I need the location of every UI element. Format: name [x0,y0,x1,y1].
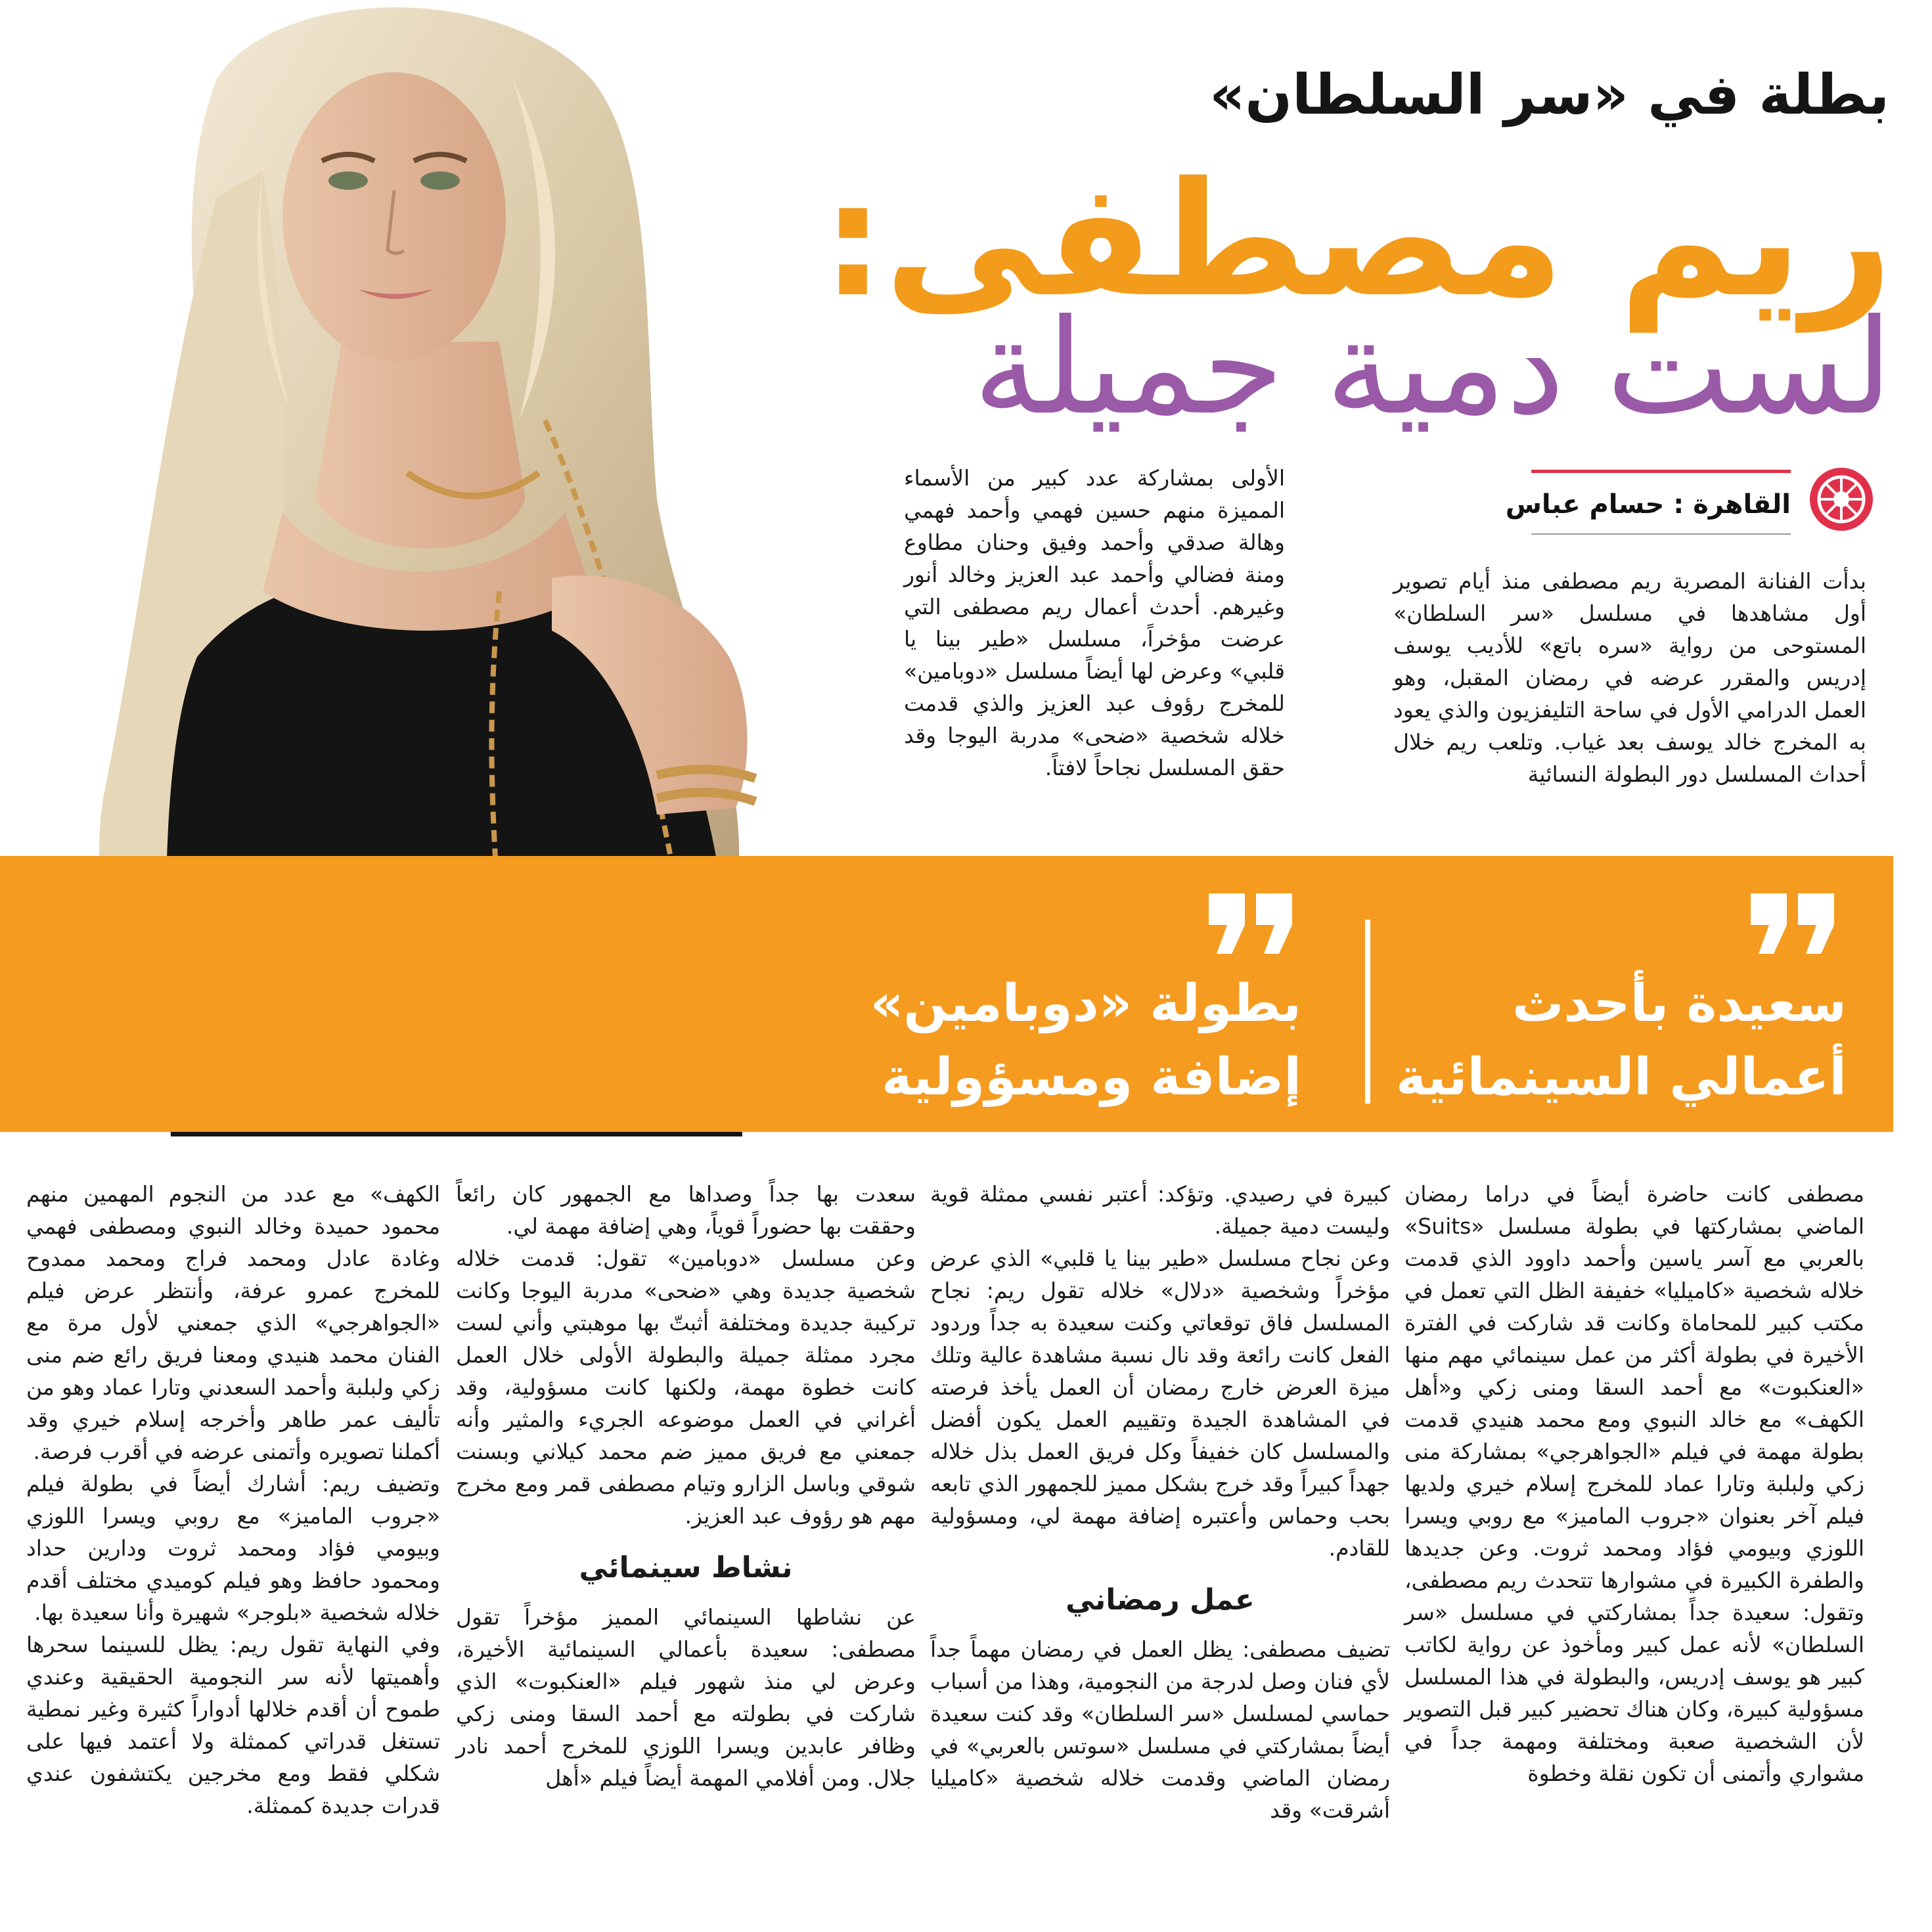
newspaper-emblem-icon [1810,468,1873,531]
quotation-mark-icon [1751,893,1836,954]
column-2 [930,1178,1390,1826]
sub-headline: لست دمية جميلة [973,291,1893,444]
quote-left-line-2: إضافة ومسؤولية [882,1048,1301,1107]
byline-underline [1531,533,1791,535]
quote-right-line-2: أعمالي السينمائية [1395,1048,1847,1107]
column-3-paragraph-2: وعن مسلسل «دوبامين» تقول: قدمت خلاله شخصية جديدة وهي «ضحى» مدربة اليوجا وكانت تركيبة جديدة ومختلفة أثبتّ بها موهبتي وأني لست مجرد ممثلة جميلة والبطولة الأولى خلال العمل كانت خطوة مهمة، ولكنها كانت مسؤولية، وقد أغراني في العمل موضوعه الجريء والمثير وأنه جمعني مع فريق مميز ضم محمد كيلاني وبسنت شوقي وباسل الزارو وتيام مصطفى قمر ومع مخرج مهم هو رؤوف عبد العزيز. [456,1246,916,1529]
column-3-paragraph-3: عن نشاطها السينمائي المميز مؤخراً تقول مصطفى: سعيدة بأعمالي السينمائية الأخيرة، وعرض لي منذ شهور فيلم «العنكبوت» الذي شاركت في بطولته مع أحمد السقا ومنى زكي وظافر عابدين ويسرا اللوزي للمخرج أحمد نادر جلال. ومن أفلامي المهمة أيضاً فيلم «أهل [456,1604,916,1791]
subhead-cinema-activity: نشاط سينمائي [579,1551,793,1584]
byline-author: حسام عباس [1505,489,1665,520]
quotation-mark-icon [1209,893,1294,954]
quote-right-line-1: سعيدة بأحدث [1512,974,1847,1033]
column-4-paragraph-3: وفي النهاية تقول ريم: يظل للسينما سحرها وأهميتها لأنه سر النجومية الحقيقية وعندي طموح أن أقدم خلالها أدواراً كثيرة وغير نمطية تستغل قدراتي كممثلة ولا أعتمد فيها على شكلي فقط ومع مخرجين يكتشفون عندي قدرات جديدة كممثلة. [26,1632,440,1818]
byline-rule [1531,470,1791,473]
column-2-paragraph-1: كبيرة في رصيدي. وتؤكد: أعتبر نفسي ممثلة قوية وليست دمية جميلة. [930,1181,1390,1239]
column-2-paragraph-3: تضيف مصطفى: يظل العمل في رمضان مهماً جداً لأي فنان وصل لدرجة من النجومية، وهذا من أسباب حماسي لمسلسل «سر السلطان» وقد كنت سعيدة أيضاً بمشاركتي في مسلسل «سوتس بالعربي» في رمضان الماضي وقدمت خلاله شخصية «كاميليا أشرقت» وقد [930,1636,1390,1823]
column-3-paragraph-1: سعدت بها جداً وصداها مع الجمهور كان رائعاً وحققت بها حضوراً قوياً، وهي إضافة مهمة لي. [456,1181,916,1239]
column-1 [1404,1178,1864,1789]
column-3 [456,1178,916,1794]
quote-left-line-1: بطولة «دوبامين» [870,974,1301,1033]
column-4 [26,1178,440,1822]
column-4-paragraph-1: الكهف» مع عدد من النجوم المهمين منهم محمود حميدة وخالد النبوي ومصطفى فهمي وغادة عادل ومحمد فراج ومحمد ممدوح للمخرج عمرو عرفة، وأنتظر عرض فيلم «الجواهرجي» الذي جمعني لأول مرة مع الفنان محمد هنيدي ومعنا فريق رائع ضم منى زكي ولبلبة وأحمد السعدني وتارا عماد وهو من تأليف عمر طاهر وأخرجه إسلام خيري وقد أكملنا تصويره وأتمنى عرضه في أقرب فرصة. [26,1181,440,1464]
intro-column-right [1393,565,1866,790]
subhead-ramadan-work: عمل رمضاني [1066,1583,1255,1617]
column-1-text: مصطفى كانت حاضرة أيضاً في دراما رمضان الماضي بمشاركتها في بطولة مسلسل «Suits» بالعربي مع آسر ياسين وأحمد داوود الذي قدمت خلاله شخصية «كاميليا» خفيفة الظل التي تعمل في مكتب كبير للمحاماة وكانت قد شاركت في الفترة الأخيرة في بطولة أكثر من عمل سينمائي مهم منها «العنكبوت» مع أحمد السقا ومنى زكي و«أهل الكهف» مع خالد النبوي ومع محمد هنيدي قدمت بطولة مهمة في فيلم «الجواهرجي» بمشاركة منى زكي ولبلبة وتارا عماد للمخرج إسلام خيري ولديها فيلم آخر بعنوان «جروب الماميز» مع روبي ويسرا اللوزي وبيومي فؤاد ومحمد ثروت. وعن جديدها والطفرة الكبيرة في مشوارها تتحدث ريم مصطفى، وتقول: سعيدة جداً بمشاركتي في مسلسل «سر السلطان» لأنه عمل كبير ومأخوذ عن رواية لكاتب كبير هو يوسف إدريس، والبطولة في هذا المسلسل مسؤولية كبيرة، وكان هناك تحضير كبير قبل التصوير لأن الشخصية صعبة ومختلفة ومهمة جداً في مشواري وأتمنى أن تكون نقلة وخطوة [1404,1181,1864,1786]
quote-right [1396,967,1847,1114]
kicker-headline: بطلة في «سر السلطان» [1209,62,1889,127]
main-headline: ريم مصطفى: [821,148,1893,332]
column-2-paragraph-2: وعن نجاح مسلسل «طير بينا يا قلبي» الذي عرض مؤخراً وشخصية «دلال» خلاله تقول ريم: نجاح المسلسل فاق توقعاتي وكنت سعيدة به جداً وردود الفعل كانت رائعة وقد نال نسبة مشاهدة عالية وتلك ميزة العرض خارج رمضان أن العمل يأخذ فرصته في المشاهدة الجيدة وتقييم العمل يكون أفضل والمسلسل كان خفيفاً وكل فريق العمل بذل خلاله جهداً كبيراً وقد خرج بشكل مميز للجمهور الذي تابعه بحب وحماس وأعتبره إضافة مهمة لي، ومسؤولية للقادم. [930,1246,1390,1561]
byline [1506,489,1791,520]
column-4-paragraph-2: وتضيف ريم: أشارك أيضاً في بطولة فيلم «جروب الماميز» مع روبي ويسرا اللوزي وبيومي فؤاد ومحمد ثروت ودارين حداد ومحمود حافظ وهو فيلم كوميدي مختلف أقدم خلاله شخصية «بلوجر» شهيرة وأنا سعيدة بها. [26,1471,440,1625]
quote-left [870,967,1301,1114]
intro-paragraph-right: بدأت الفنانة المصرية ريم مصطفى منذ أيام تصوير أول مشاهدها في مسلسل «سر السلطان» المستوحى من رواية «سره باتع» للأديب يوسف إدريس والمقرر عرضه في رمضان المقبل، وهو العمل الدرامي الأول في ساحة التليفزيون والذي يعود به المخرج خالد يوسف بعد غياب. وتلعب ريم خلال أحداث المسلسل دور البطولة النسائية [1393,568,1866,787]
intro-paragraph-left: الأولى بمشاركة عدد كبير من الأسماء المميزة منهم حسين فهمي وأحمد فهمي وهالة صدقي وأحمد وفيق وحنان مطاوع ومنة فضالي وأحمد عبد العزيز وخالد أنور وغيرهم. أحدث أعمال ريم مصطفى التي عرضت مؤخراً، مسلسل «طير بينا يا قلبي» وعرض لها أيضاً مسلسل «دوبامين» للمخرج رؤوف عبد العزيز والذي قدمت خلاله شخصية «ضحى» مدربة اليوجا وقد حقق المسلسل نجاحاً لافتاً. [904,465,1285,780]
byline-city: القاهرة : [1673,489,1791,520]
quote-divider [1365,920,1370,1104]
intro-column-left [904,462,1285,784]
